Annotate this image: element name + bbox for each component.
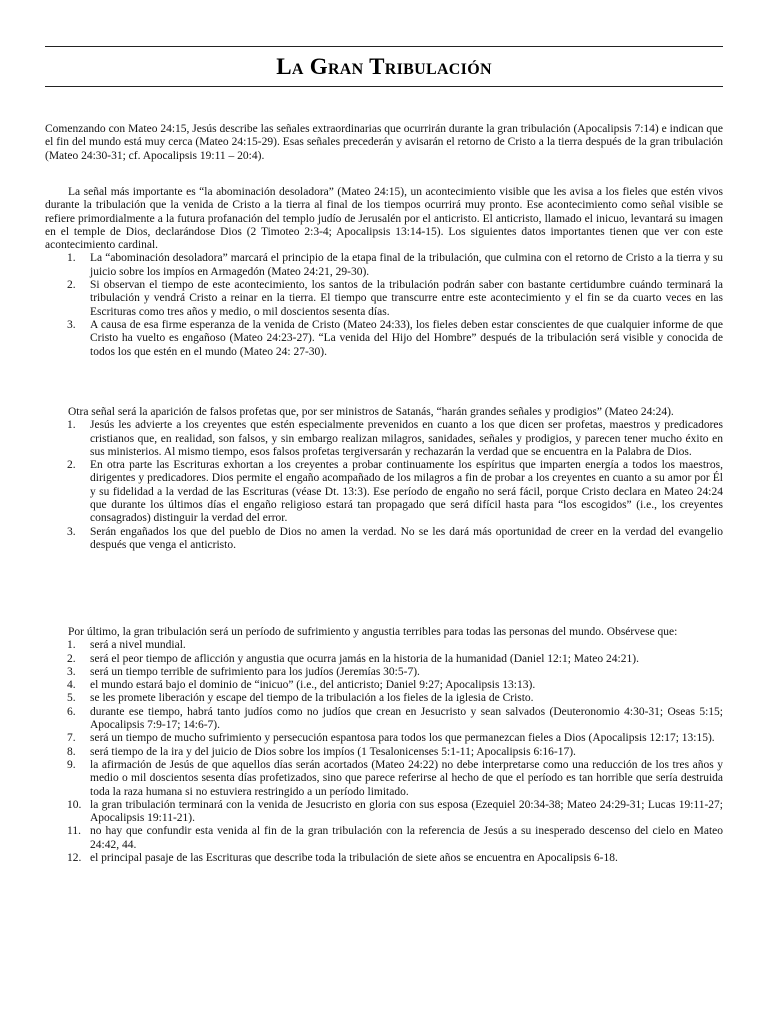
list-number: 3.	[67, 525, 76, 538]
list-text: el mundo estará bajo el dominio de “inicuo” (i.e., del anticristo; Daniel 9:27; Apocalipsis 13:13).	[90, 679, 536, 692]
title-top-rule	[45, 46, 723, 47]
list-number: 5.	[67, 692, 76, 705]
list-item	[45, 639, 723, 652]
list-text: Jesús les advierte a los creyentes que estén especialmente prevenidos en cuanto a los que dicen ser profetas, maestros y predicadores cristianos que, en realidad, son falsos, y sin embargo realizan milagros, sanidades, señales y prodigios, y parecen tener mucho éxito en sus ministerios. Al mismo tiempo, esos falsos profetas tergiversarán y rechazarán la verdad que se encuentra en la Palabra de Dios.	[90, 419, 723, 458]
list-number: 8.	[67, 745, 76, 758]
list-text: la afirmación de Jesús de que aquellos días serán acortados (Mateo 24:22) no debe interpretarse como una reducción de los tres años y medio o mil doscientos sesenta días profetizados, sino que parece referirse al hecho de que el período es tan horrible que sería destruida toda la raza humana si no estuviera restringido a un período limitado.	[90, 758, 723, 798]
list-number: 2.	[67, 459, 76, 472]
list-item	[45, 279, 723, 319]
section2-paragraph: Otra señal será la aparición de falsos profetas que, por ser ministros de Satanás, “harán grandes señales y prodigios” (Mateo 24:24).	[68, 406, 674, 418]
section3-list	[45, 639, 723, 865]
section-abominacion	[45, 186, 723, 359]
list-number: 1.	[67, 252, 76, 265]
list-number: 3.	[67, 665, 76, 678]
list-number: 2.	[67, 652, 76, 665]
list-text: A causa de esa firme esperanza de la venida de Cristo (Mateo 24:33), los fieles deben estar conscientes de que cualquier informe de que Cristo ha vuelto es engañoso (Mateo 24:23-27). “La venida del Hijo del Hombre” después de la tribulación será visible y conocida de todos los que estén en el mundo (Mateo 24: 27-30).	[90, 318, 723, 358]
title-bottom-rule	[45, 86, 723, 87]
list-item	[45, 759, 723, 799]
list-item	[45, 653, 723, 666]
list-number: 9.	[67, 758, 76, 771]
list-text: Serán engañados los que del pueblo de Dios no amen la verdad. No se les dará más oportunidad de creer en la verdad del evangelio después que venga el anticristo.	[90, 525, 723, 551]
list-item	[45, 799, 723, 826]
list-text: En otra parte las Escrituras exhortan a los creyentes a probar continuamente los espíritus que imparten energía a todos los maestros, dirigentes y predicadores. Dios permite el engaño acompañado de los milagros a fin de probar a los creyentes en cuanto a su amor por Él y su fidelidad a la verdad de las Escrituras (véase Dt. 13:3). Ese período de engaño no será fácil, porque Cristo declara en Mateo 24:24 que durante los últimos días el engaño religioso estará tan propagado que será difícil hasta para “los escogidos” (i.e., los creyentes consagrados) distinguir la verdad del error.	[90, 459, 723, 525]
list-number: 4.	[67, 679, 76, 692]
list-item	[45, 746, 723, 759]
list-number: 1.	[67, 639, 76, 652]
list-item	[45, 526, 723, 553]
list-item	[45, 852, 723, 865]
list-text: no hay que confundir esta venida al fin de la gran tribulación con la referencia de Jesús a su inesperado descenso del cielo en Mateo 24:42, 44.	[90, 825, 723, 851]
page-title: La Gran Tribulación	[276, 54, 492, 79]
list-number: 3.	[67, 318, 76, 331]
list-item	[45, 419, 723, 459]
list-item	[45, 319, 723, 359]
intro-paragraph: Comenzando con Mateo 24:15, Jesús describe las señales extraordinarias que ocurrirán durante la gran tribulación (Apocalipsis 7:14) e indican que el fin del mundo está muy cerca (Mateo 24:15-29). Esas señales precederán y avisarán el retorno de Cristo a la tierra después de la gran tribulación (Mateo 24:30-31; cf. Apocalipsis 19:11 – 20:4).	[45, 123, 723, 162]
section3-paragraph: Por último, la gran tribulación será un período de sufrimiento y angustia terribles para todas las personas del mundo. Obsérvese que:	[68, 626, 678, 638]
list-number: 1.	[67, 419, 76, 432]
list-text: La “abominación desoladora” marcará el principio de la etapa final de la tribulación, que culmina con el retorno de Cristo a la tierra y su juicio sobre los impíos en Armagedón (Mateo 24:21, 29-30).	[90, 252, 723, 278]
section1-list	[45, 252, 723, 358]
list-text: el principal pasaje de las Escrituras que describe toda la tribulación de siete años se encuentra en Apocalipsis 6-18.	[90, 852, 618, 865]
list-text: durante ese tiempo, habrá tanto judíos como no judíos que crean en Jesucristo y sean salvados (Deuteronomio 4:30-31; Oseas 5:15; Apocalipsis 7:9-17; 14:6-7).	[90, 705, 723, 732]
section2-list	[45, 419, 723, 552]
list-item	[45, 252, 723, 279]
list-text: será un tiempo de mucho sufrimiento y persecución espantosa para todos los que permanezcan fieles a Dios (Apocalipsis 12:17; 13:15).	[90, 732, 715, 745]
list-text: será a nivel mundial.	[90, 639, 186, 652]
list-number: 12.	[67, 852, 82, 865]
list-text: Si observan el tiempo de este acontecimiento, los santos de la tribulación podrán saber con bastante certidumbre cuándo terminará la tribulación y vendrá Cristo a reinar en la tierra. El tiempo que transcurre entre este acontecimiento y el fin se da cuarto veces en las Escrituras como tres años y medio, o mil doscientos sesenta días.	[90, 279, 723, 318]
intro-block	[45, 123, 723, 163]
section1-paragraph: La señal más importante es “la abominación desoladora” (Mateo 24:15), un acontecimiento visible que les avisa a los fieles que estén vivos durante la tribulación que la venida de Cristo a la tierra al final de los tiempos ocurrirá muy pronto. Ese acontecimiento como señal visible se refiere primordialmente a la futura profanación del templo judío de Jerusalén por el anticristo. El anticristo, llamado el inicuo, levantará su imagen en el temple de Dios, declarándose Dios (2 Timoteo 2:3-4; Apocalipsis 13:14-15). Los siguientes datos importantes tienen que ver con este acontecimiento cardinal.	[45, 186, 723, 252]
list-number: 6.	[67, 705, 76, 718]
section-sufrimiento	[45, 626, 723, 865]
list-item	[45, 679, 723, 692]
list-item	[45, 666, 723, 679]
list-text: será el peor tiempo de aflicción y angustia que ocurra jamás en la historia de la humanidad (Daniel 12:1; Mateo 24:21).	[90, 652, 639, 665]
list-number: 7.	[67, 732, 76, 745]
list-item	[45, 459, 723, 525]
section-falsos-profetas	[45, 406, 723, 552]
list-text: será un tiempo terrible de sufrimiento para los judíos (Jeremías 30:5-7).	[90, 665, 420, 678]
list-item	[45, 825, 723, 852]
list-item	[45, 692, 723, 705]
list-number: 2.	[67, 279, 76, 292]
list-item	[45, 732, 723, 745]
list-number: 11.	[67, 825, 81, 838]
list-number: 10.	[67, 798, 82, 811]
list-text: será tiempo de la ira y del juicio de Dios sobre los impíos (1 Tesalonicenses 5:1-11; Apocalipsis 6:16-17).	[90, 745, 576, 758]
list-text: la gran tribulación terminará con la venida de Jesucristo en gloria con sus esposa (Ezequiel 20:34-38; Mateo 24:29-31; Lucas 19:11-27; Apocalipsis 19:11-21).	[90, 798, 723, 825]
list-text: se les promete liberación y escape del tiempo de la tribulación a los fieles de la iglesia de Cristo.	[90, 692, 534, 705]
list-item	[45, 706, 723, 733]
